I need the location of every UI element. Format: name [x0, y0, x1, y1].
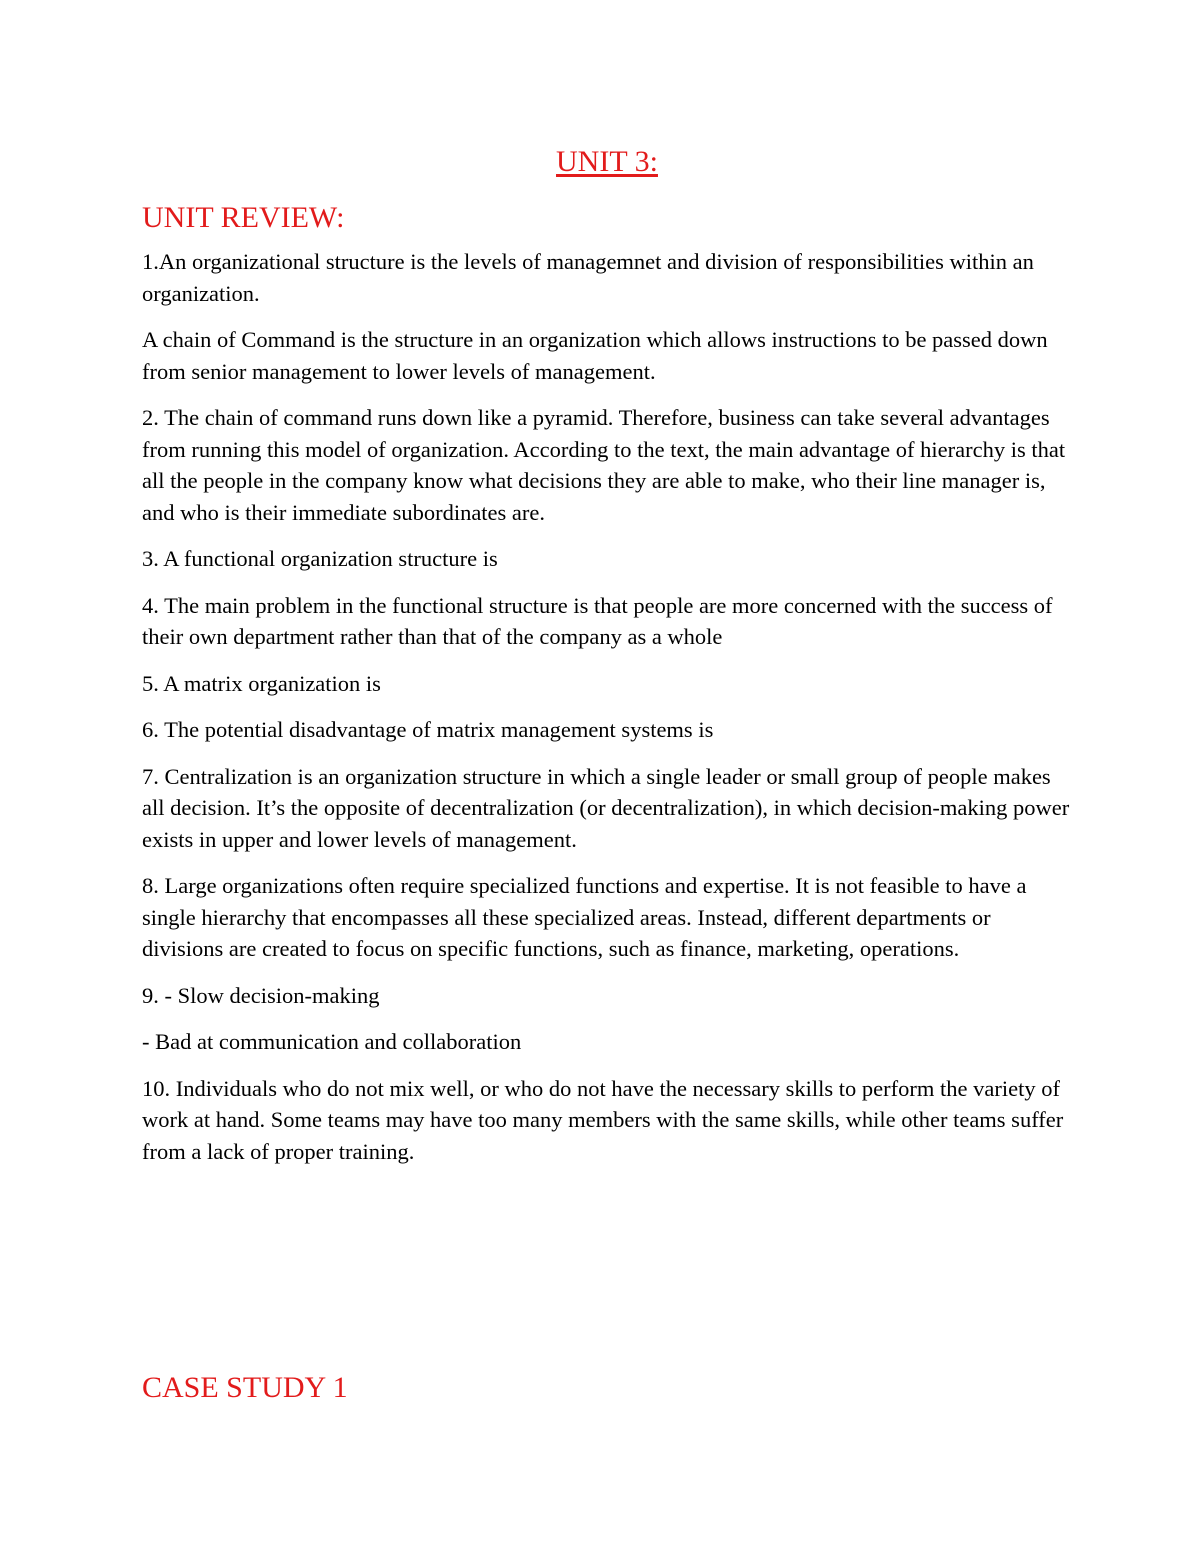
paragraph-9-bullet: - Bad at communication and collaboration — [142, 1029, 522, 1054]
paragraph-4: 4. The main problem in the functional structure is that people are more concerned with the success of their own department rather than that of the company as a whole — [142, 592, 1053, 649]
paragraph-7: 7. Centralization is an organization structure in which a single leader or small group of people makes all decision. It’s the opposite of decentralization (or decentralization), in which decision-making power exists in upper and lower levels of management. — [142, 763, 1070, 852]
paragraph-2: 2. The chain of command runs down like a pyramid. Therefore, business can take several advantages from running this model of organization. According to the text, the main advantage of hierarchy is that all the people in the company know what decisions they are able to make, who their line manager is, and who is their immediate subordinates are. — [142, 405, 1066, 525]
paragraph-8: 8. Large organizations often require specialized functions and expertise. It is not feasible to have a single hierarchy that encompasses all these specialized areas. Instead, different departments or divisions are created to focus on specific functions, such as finance, marketing, operations. — [142, 873, 1027, 961]
unit-title: UNIT 3: — [556, 145, 658, 178]
case-study-heading: CASE STUDY 1 — [142, 1371, 348, 1404]
paragraph-10: 10. Individuals who do not mix well, or who do not have the necessary skills to perform the variety of work at hand. Some teams may have too many members with the same skills, while other teams suffer from a lack of proper training. — [142, 1075, 1064, 1164]
document-content — [142, 144, 1072, 1182]
paragraph-chain-of-command: A chain of Command is the structure in an organization which allows instructions to be passed down from senior management to lower levels of management. — [142, 327, 1048, 384]
paragraph-1: 1.An organizational structure is the levels of managemnet and division of responsibilities within an organization. — [142, 249, 1034, 306]
section-heading-unit-review: UNIT REVIEW: — [142, 201, 345, 234]
paragraph-6: 6. The potential disadvantage of matrix management systems is — [142, 717, 714, 742]
paragraph-9: 9. - Slow decision-making — [142, 982, 380, 1008]
paragraph-5: 5. A matrix organization is — [142, 670, 381, 696]
paragraph-3: 3. A functional organization structure is — [142, 546, 498, 571]
